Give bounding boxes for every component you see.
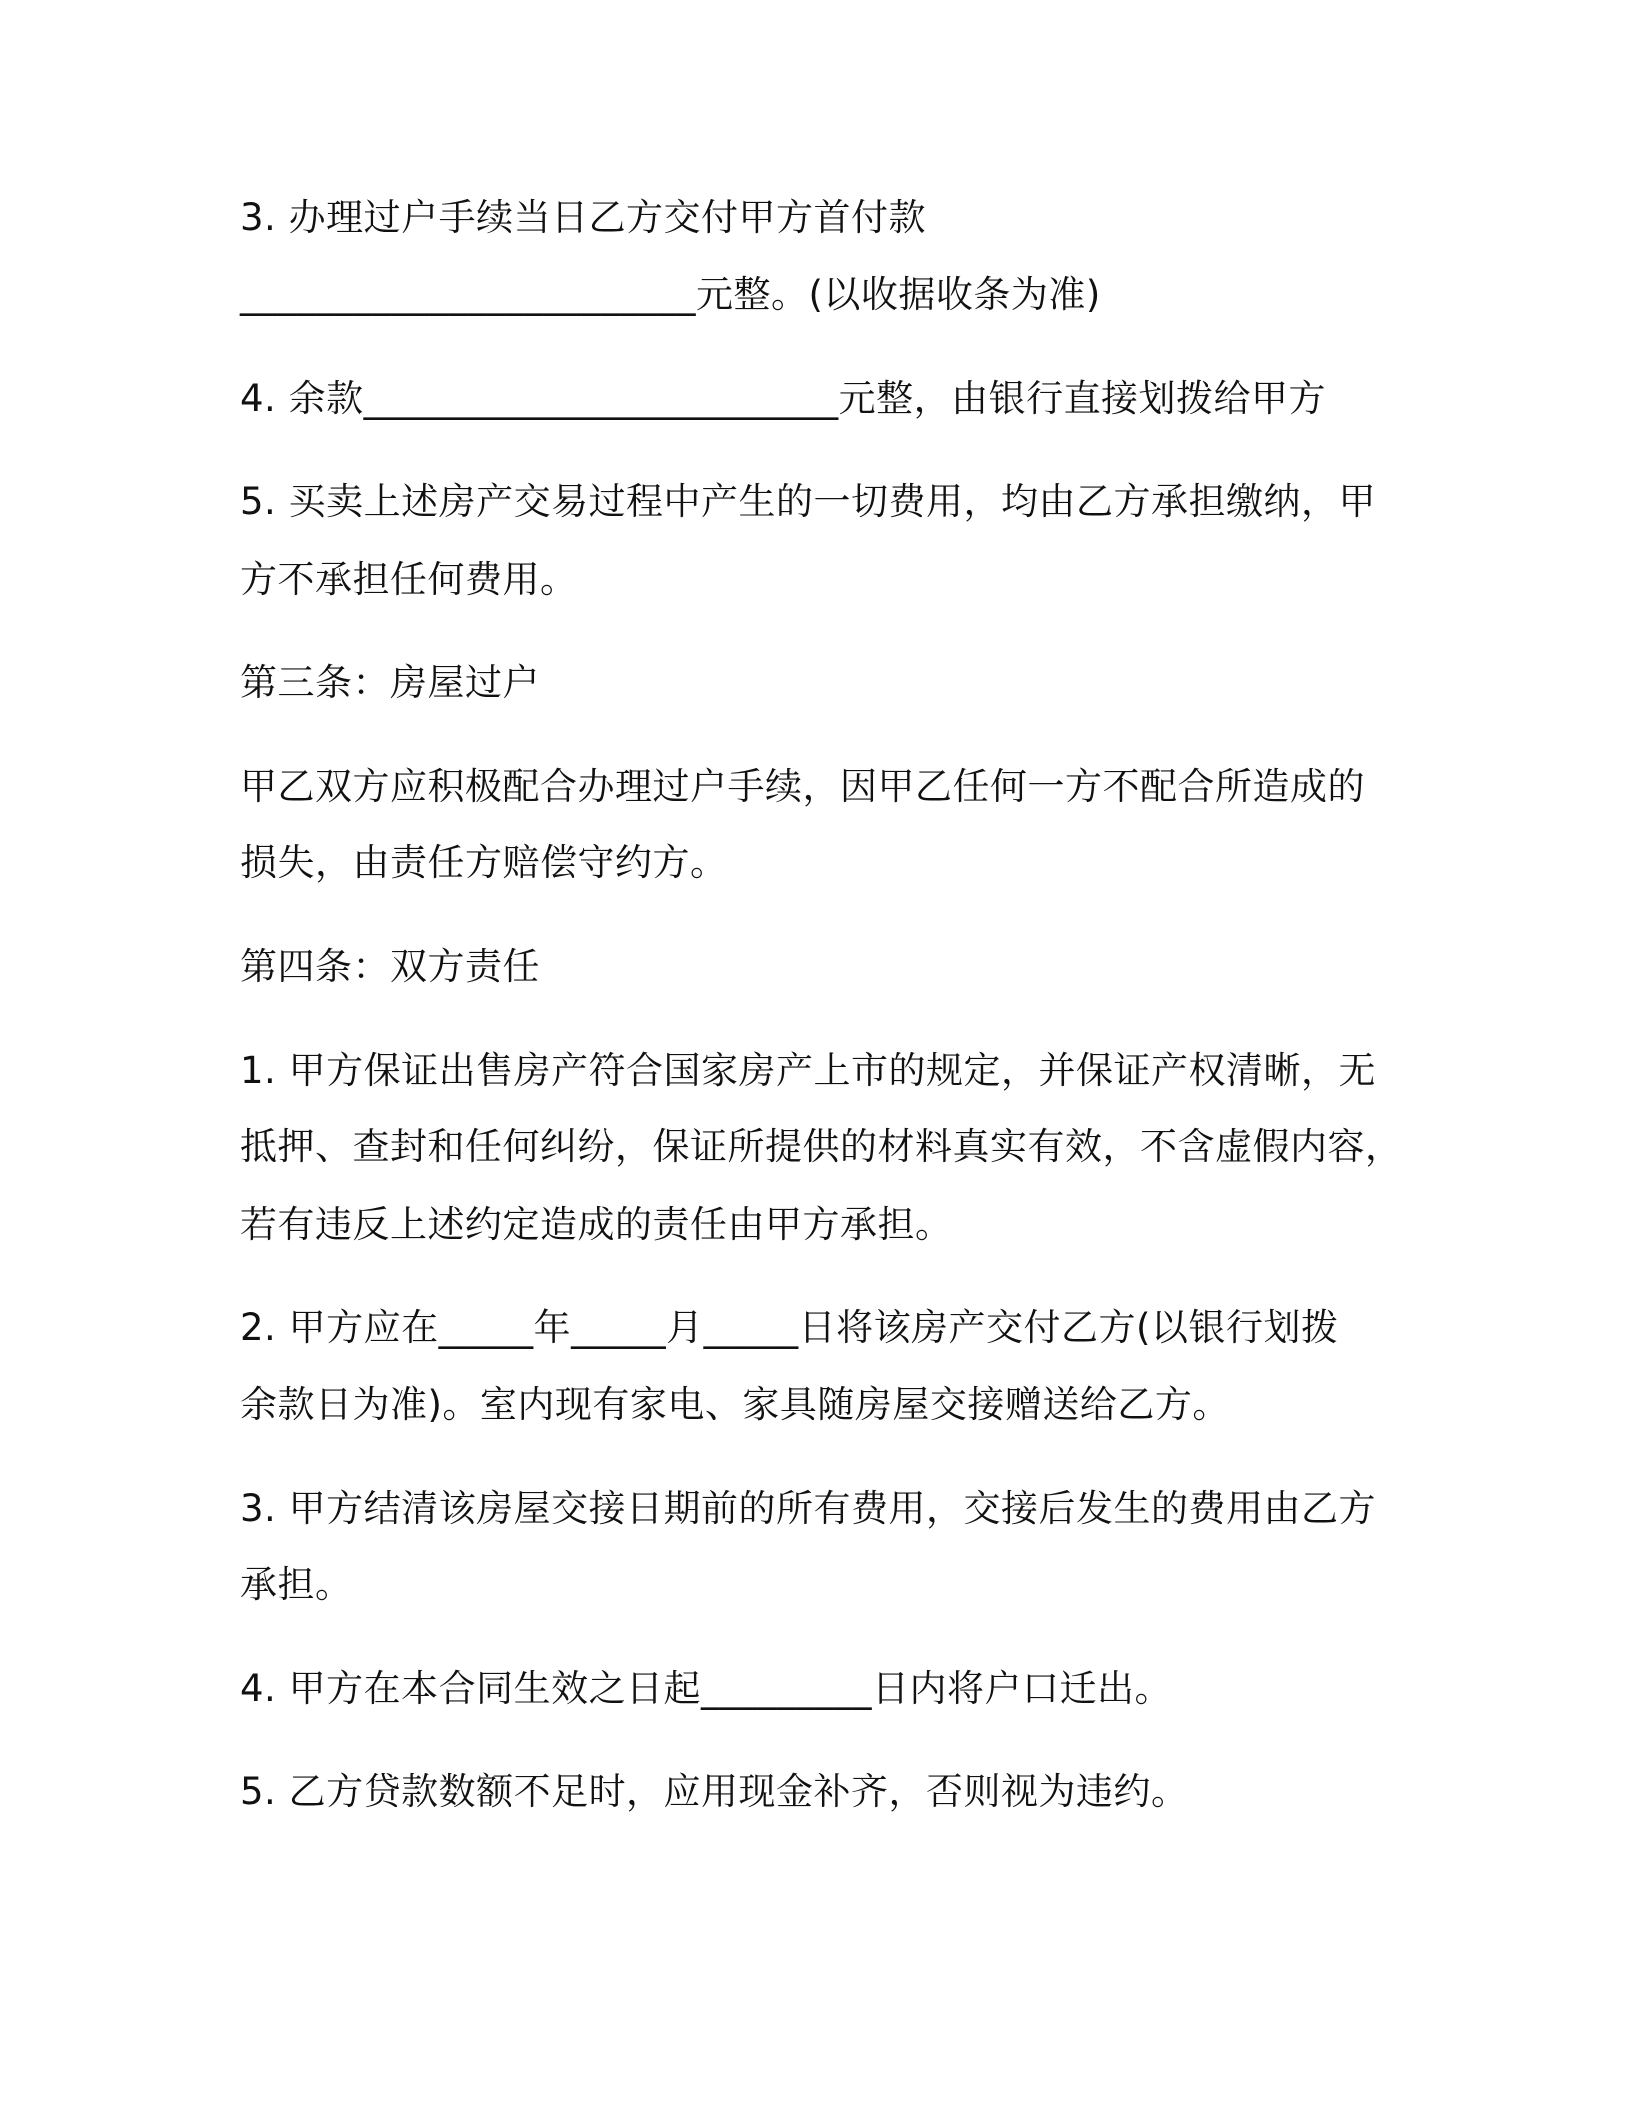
clause-4-item-1-line-3: 若有违反上述约定造成的责任由甲方承担。 [240,1203,953,1246]
clause-3-text-line-1: 甲乙双方应积极配合办理过户手续，因甲乙任何一方不配合所造成的 [240,765,1365,808]
clause-4-item-2-line-2: 余款日为准)。室内现有家电、家具随房屋交接赠送给乙方。 [240,1383,1230,1426]
clause-3-text-line-2: 损失，由责任方赔偿守约方。 [240,841,728,884]
clause-4-item-5: 5. 乙方贷款数额不足时，应用现金补齐，否则视为违约。 [240,1770,1189,1813]
clause-4-item-1-line-2: 抵押、查封和任何纠纷，保证所提供的材料真实有效，不含虚假内容， [240,1125,1403,1168]
clause-2-item-5-line-2: 方不承担任何费用。 [240,558,578,601]
clause-4-item-1-line-1: 1. 甲方保证出售房产符合国家房产上市的规定，并保证产权清晰，无 [240,1049,1377,1092]
clause-4-item-3-line-2: 承担。 [240,1563,353,1606]
clause-2-item-3-line-2: ________________________元整。(以收据收条为准) [240,273,1101,316]
clause-3-heading: 第三条：房屋过户 [240,661,540,704]
clause-4-heading: 第四条：双方责任 [240,945,540,988]
clause-2-item-4: 4. 余款_________________________元整，由银行直接划拨给甲方 [240,377,1327,420]
clause-2-item-5-line-1: 5. 买卖上述房产交易过程中产生的一切费用，均由乙方承担缴纳，甲 [240,480,1377,523]
clause-4-item-2-line-1: 2. 甲方应在_____年_____月_____日将该房产交付乙方(以银行划拨 [240,1306,1339,1349]
clause-2-item-3-line-1: 3. 办理过户手续当日乙方交付甲方首付款 [240,196,927,239]
clause-4-item-4: 4. 甲方在本合同生效之日起_________日内将户口迁出。 [240,1667,1173,1710]
clause-4-item-3-line-1: 3. 甲方结清该房屋交接日期前的所有费用，交接后发生的费用由乙方 [240,1487,1377,1530]
